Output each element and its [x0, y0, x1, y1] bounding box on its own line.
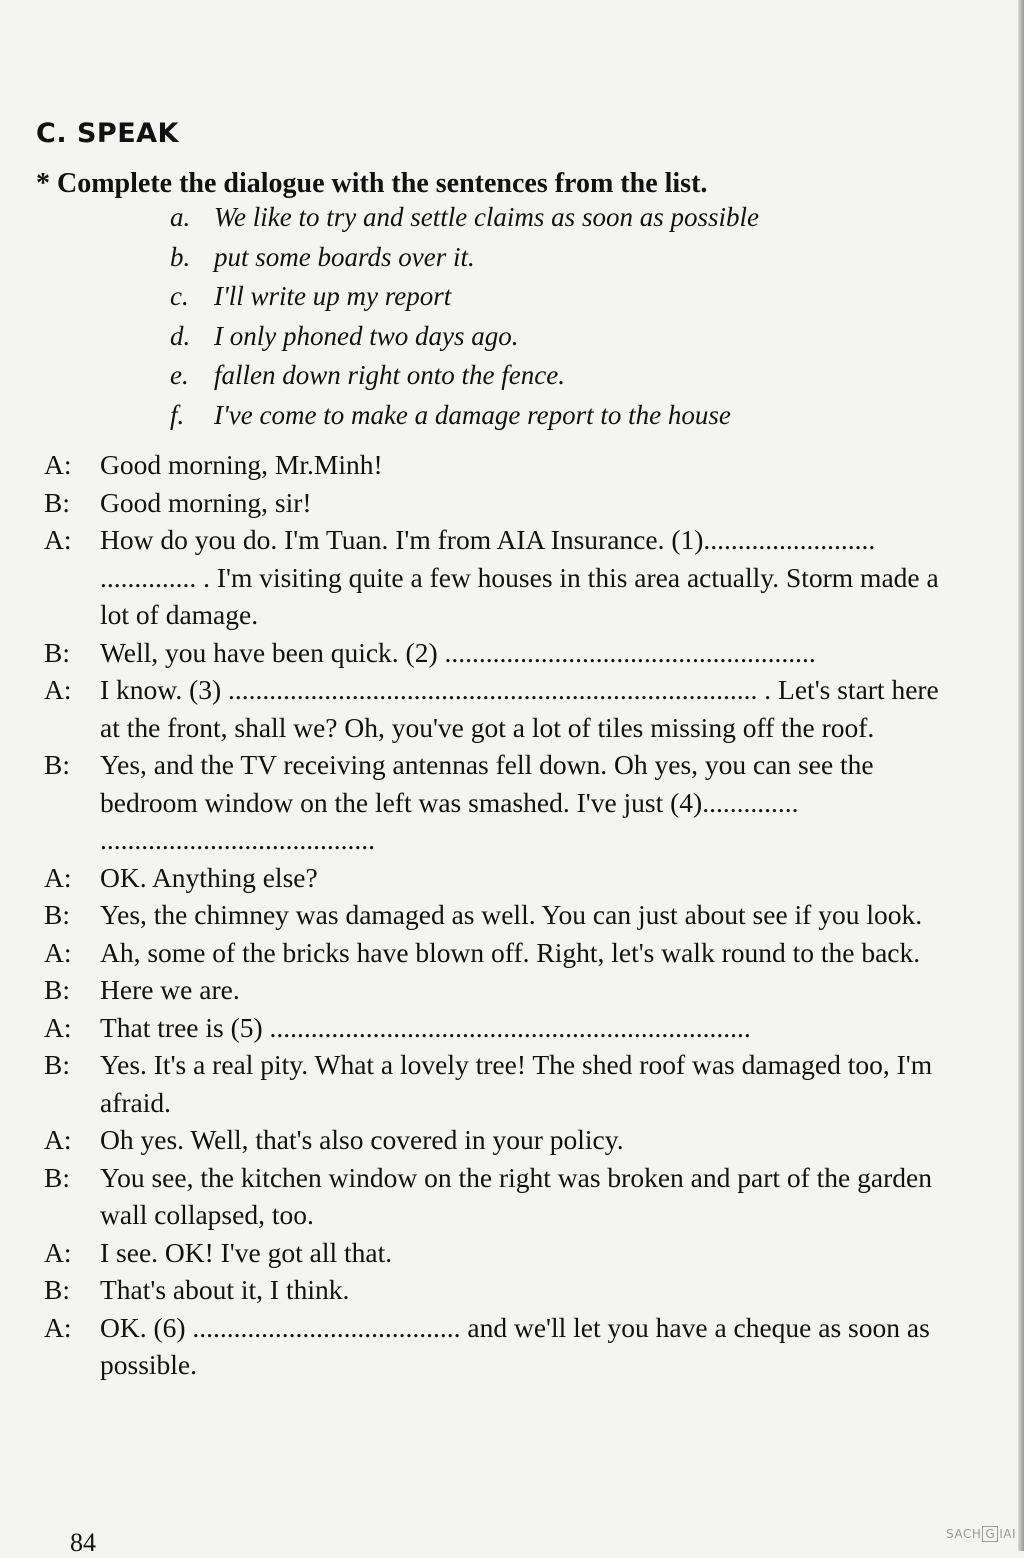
option-text: We like to try and settle claims as soon as possible	[214, 202, 759, 232]
option-letter: d.	[170, 320, 191, 351]
instruction: * Complete the dialogue with the sentences from the list.	[36, 168, 708, 199]
speaker-label: B:	[44, 486, 70, 518]
watermark-text: IAI	[999, 1527, 1016, 1541]
speaker-label: B:	[44, 974, 70, 1005]
option-text: I'll write up my report	[214, 281, 452, 311]
dialogue-line: OK. (6) ....................................... and we'll let you have a cheque as soon as possible.	[100, 1311, 930, 1380]
dialogue-turn	[44, 934, 964, 972]
dialogue-line: I know. (3) ............................................................................. . Let's start here at the front, shall we? Oh, you've got a lot of tiles missing off the roof.	[100, 674, 939, 743]
option-letter: f.	[170, 399, 185, 430]
dialogue-turn	[44, 1271, 964, 1309]
option-f	[170, 396, 759, 436]
speaker-label: A:	[44, 861, 72, 893]
dialogue-turn	[44, 446, 964, 484]
option-text: fallen down right onto the fence.	[214, 360, 565, 390]
option-c	[170, 277, 759, 317]
dialogue-turn	[44, 671, 964, 746]
dialogue-turn	[44, 634, 964, 672]
dialogue-line: Yes. It's a real pity. What a lovely tree! The shed roof was damaged too, I'm afraid.	[100, 1049, 933, 1118]
dialogue-line: Good morning, sir!	[100, 486, 312, 518]
dialogue-turn	[44, 896, 964, 934]
dialogue-turn	[44, 1159, 964, 1234]
speaker-label: B:	[44, 749, 70, 780]
speaker-label: B:	[44, 899, 70, 930]
dialogue-turn	[44, 746, 964, 859]
watermark-box-letter: G	[982, 1526, 998, 1542]
dialogue-turn	[44, 1046, 964, 1121]
speaker-label: A:	[44, 936, 72, 968]
options-list	[170, 198, 759, 435]
option-letter: c.	[170, 281, 189, 311]
dialogue-line: You see, the kitchen window on the right was broken and part of the garden wall collapsed, too.	[100, 1161, 932, 1230]
speaker-label: A:	[44, 449, 72, 480]
dialogue-line: Well, you have been quick. (2) ......................................................	[100, 636, 816, 668]
option-text: put some boards over it.	[214, 241, 475, 272]
option-e	[170, 356, 759, 396]
speaker-label: B:	[44, 636, 70, 668]
option-b	[170, 238, 759, 278]
dialogue-turn	[44, 971, 964, 1009]
dialogue-turn	[44, 1009, 964, 1047]
dialogue-turn	[44, 1234, 964, 1272]
dialogue-line: OK. Anything else?	[100, 861, 318, 893]
dialogue-turn	[44, 484, 964, 522]
option-text: I only phoned two days ago.	[214, 320, 519, 351]
speaker-label: B:	[44, 1161, 70, 1193]
dialogue-turn	[44, 859, 964, 897]
speaker-label: A:	[44, 1236, 72, 1268]
option-text: I've come to make a damage report to the house	[214, 399, 731, 430]
dialogue-line: Good morning, Mr.Minh!	[100, 449, 383, 480]
dialogue-line: How do you do. I'm Tuan. I'm from AIA Insurance. (1)......................... .............. . I'm visiting quite a few houses in this area actually. Storm made a lot of damage.	[100, 524, 939, 630]
dialogue-turn	[44, 1309, 964, 1384]
dialogue-line: Yes, the chimney was damaged as well. You can just about see if you look.	[100, 899, 923, 930]
speaker-label: A:	[44, 1011, 72, 1043]
dialogue-turn	[44, 521, 964, 634]
dialogue-turn	[44, 1121, 964, 1159]
dialogue-line: I see. OK! I've got all that.	[100, 1236, 393, 1268]
speaker-label: A:	[44, 674, 72, 705]
dialogue-line: That tree is (5) ......................................................................	[100, 1011, 751, 1043]
dialogue-line: Ah, some of the bricks have blown off. Right, let's walk round to the back.	[100, 936, 921, 968]
option-d	[170, 317, 759, 357]
section-heading: C. SPEAK	[36, 118, 179, 149]
watermark-text: SACH	[946, 1527, 982, 1541]
speaker-label: A:	[44, 1311, 72, 1343]
watermark-logo	[946, 1526, 1016, 1542]
option-letter: a.	[170, 202, 191, 232]
dialogue-line: Here we are.	[100, 974, 240, 1005]
dialogue-line: Oh yes. Well, that's also covered in your policy.	[100, 1124, 624, 1155]
dialogue	[44, 446, 964, 1384]
option-a	[170, 198, 759, 238]
speaker-label: B:	[44, 1274, 70, 1305]
page-number: 84	[70, 1528, 96, 1557]
option-letter: b.	[170, 241, 191, 272]
dialogue-line: Yes, and the TV receiving antennas fell down. Oh yes, you can see the bedroom window on the left was smashed. I've just (4).............. ........................................	[100, 749, 874, 855]
speaker-label: B:	[44, 1049, 70, 1080]
option-letter: e.	[170, 360, 189, 390]
dialogue-line: That's about it, I think.	[100, 1274, 350, 1305]
speaker-label: A:	[44, 1124, 72, 1155]
page-edge	[1018, 0, 1024, 1551]
speaker-label: A:	[44, 524, 72, 555]
